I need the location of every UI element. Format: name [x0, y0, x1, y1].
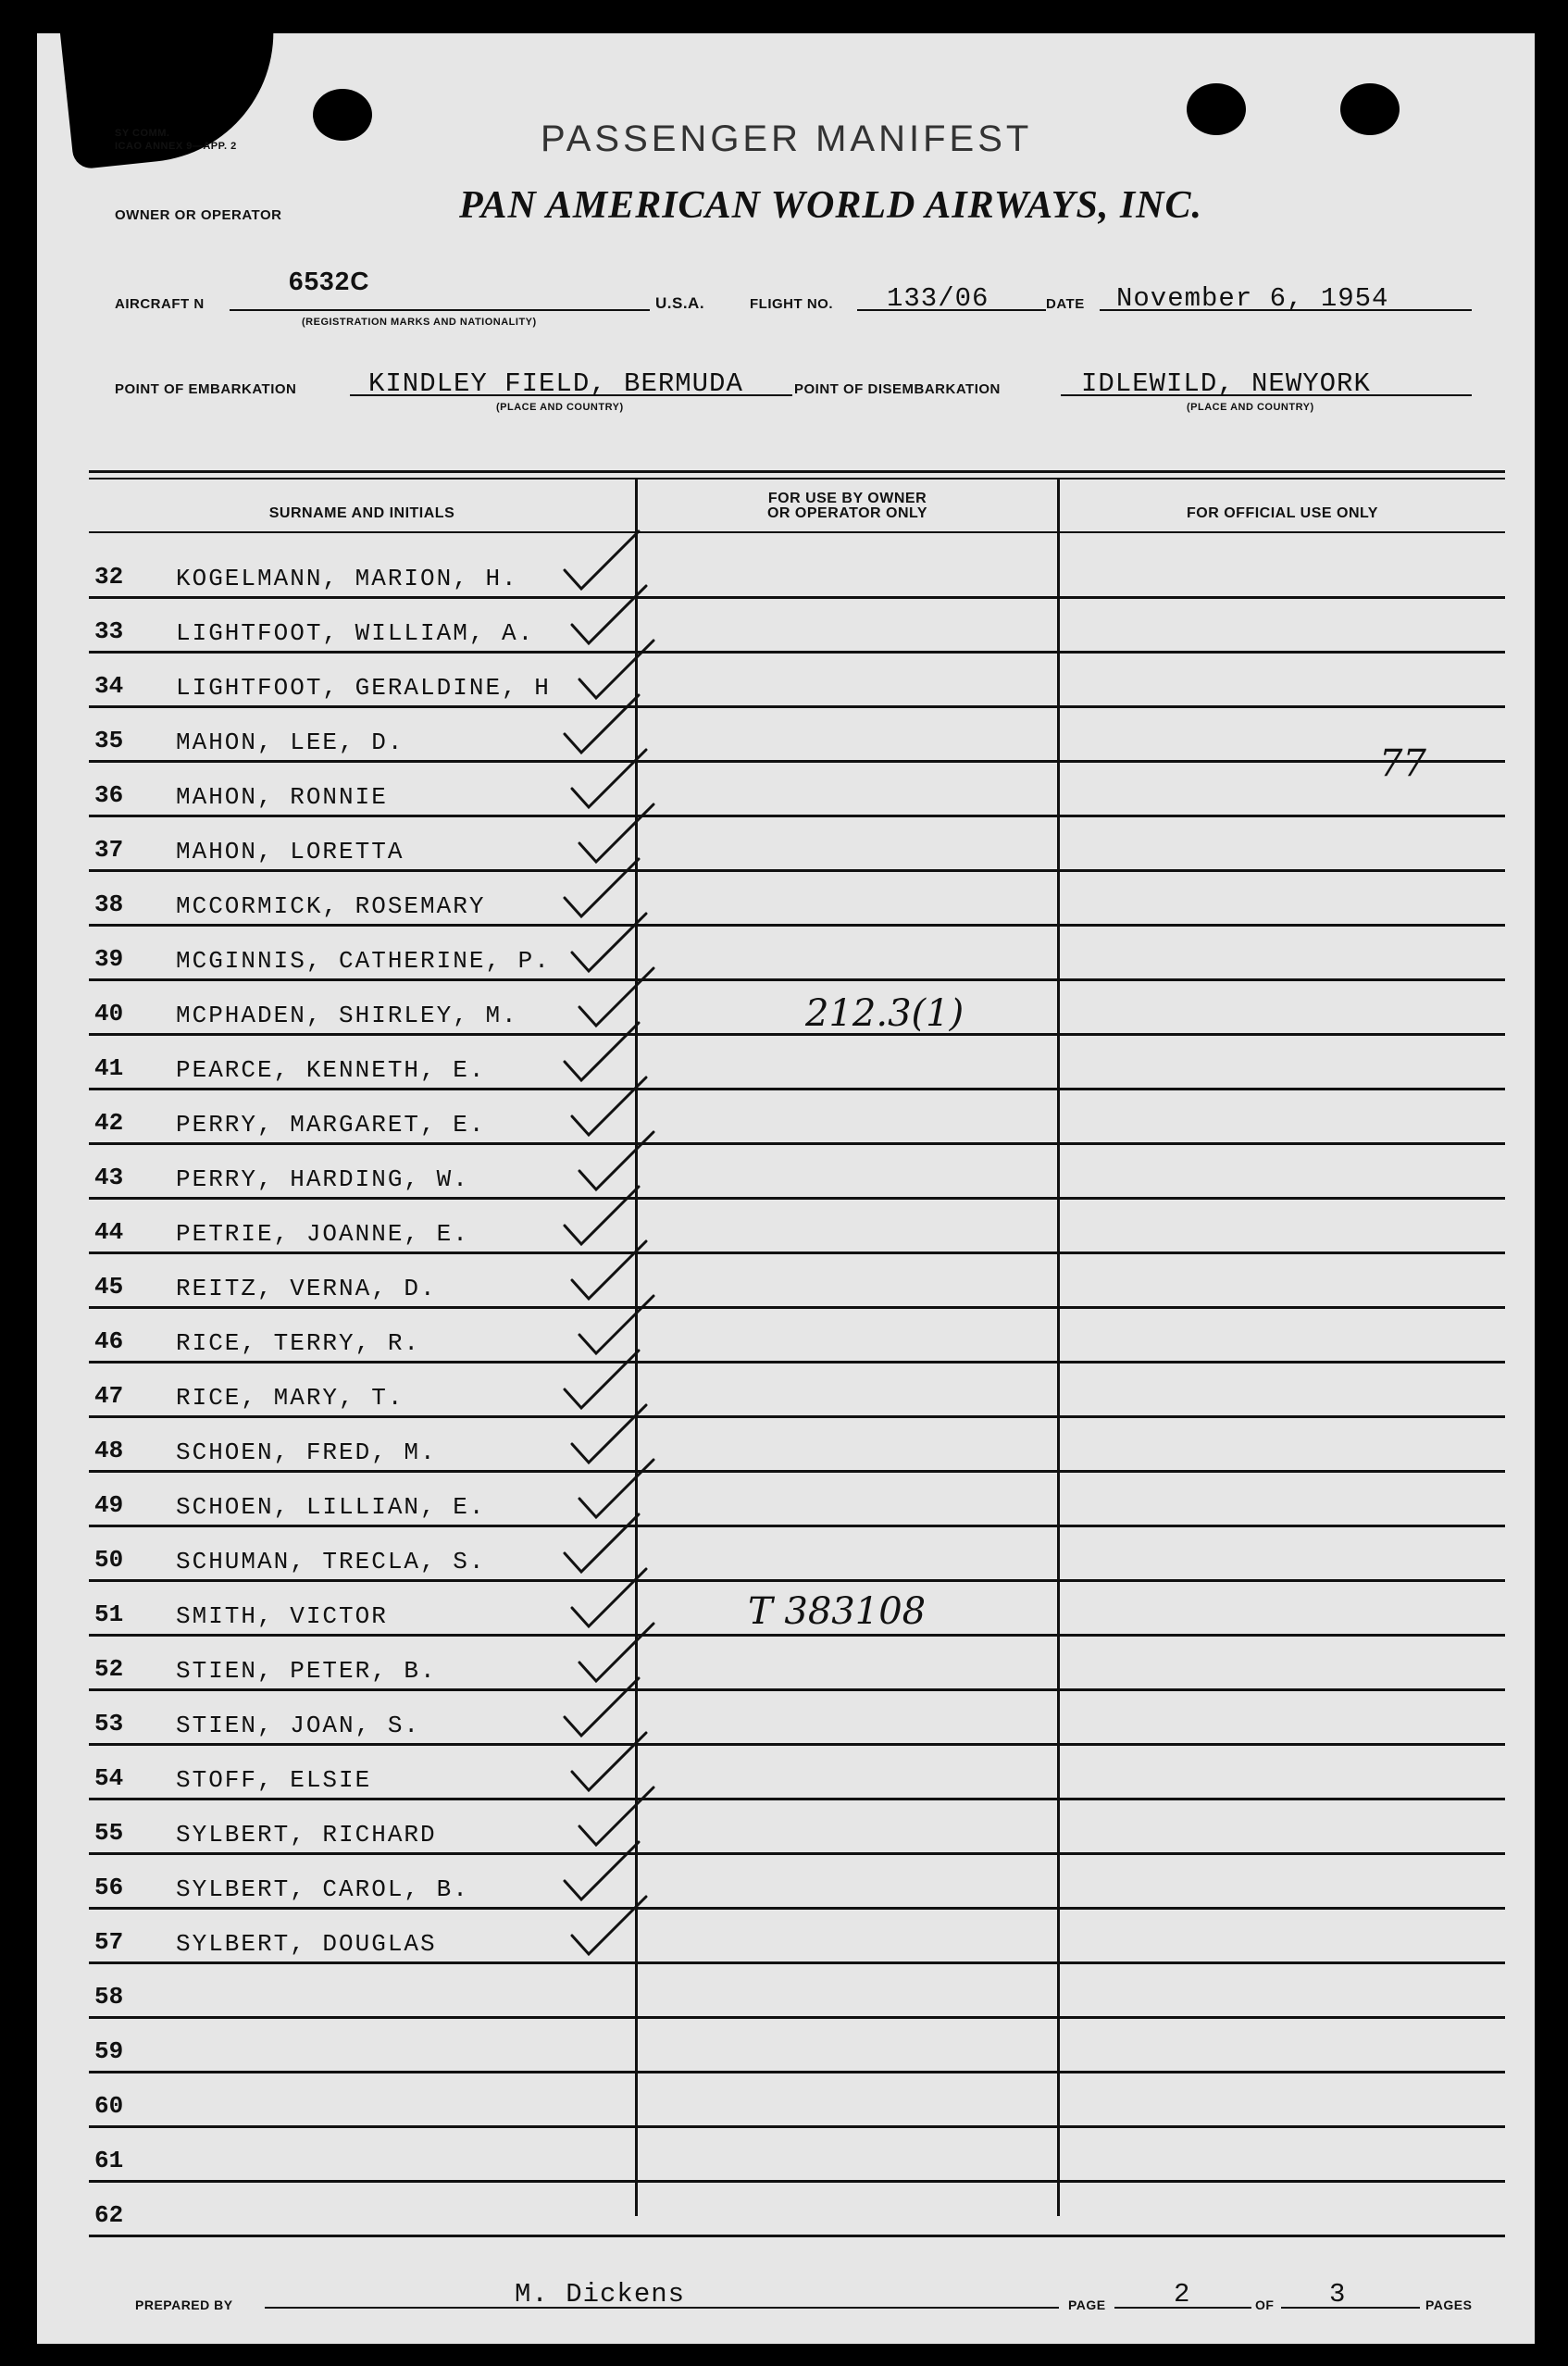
flight-value: 133/06 — [887, 283, 989, 314]
col-surname-header: SURNAME AND INITIALS — [268, 505, 455, 521]
disembark-value: IDLEWILD, NEWYORK — [1081, 368, 1371, 399]
check-mark — [572, 1241, 646, 1299]
check-mark — [572, 1569, 646, 1626]
passenger-name: STOFF, ELSIE — [176, 1766, 372, 1794]
row-number: 35 — [94, 727, 124, 754]
row-number: 39 — [94, 945, 124, 973]
usa-label: U.S.A. — [655, 294, 705, 312]
form-ref-line2: ICAO ANNEX 9—APP. 2 — [115, 141, 237, 152]
col-owner-header-line1: FOR USE BY OWNER — [767, 491, 927, 506]
passenger-name: SCHUMAN, TRECLA, S. — [176, 1548, 486, 1575]
check-mark — [572, 914, 646, 971]
row-number: 41 — [94, 1054, 124, 1082]
pages-label: PAGES — [1425, 2298, 1473, 2312]
row-number: 38 — [94, 890, 124, 918]
passenger-name: PERRY, HARDING, W. — [176, 1165, 469, 1193]
row-number: 49 — [94, 1491, 124, 1519]
passenger-name: REITZ, VERNA, D. — [176, 1275, 437, 1302]
check-mark — [565, 1187, 639, 1244]
passenger-name: SCHOEN, FRED, M. — [176, 1438, 437, 1466]
check-mark — [579, 1296, 653, 1353]
row-number: 52 — [94, 1655, 124, 1683]
passenger-name: SYLBERT, RICHARD — [176, 1821, 437, 1849]
passenger-name: SMITH, VICTOR — [176, 1602, 388, 1630]
row-number: 53 — [94, 1710, 124, 1737]
embark-value: KINDLEY FIELD, BERMUDA — [368, 368, 743, 399]
passenger-name: SCHOEN, LILLIAN, E. — [176, 1493, 486, 1521]
row-number: 34 — [94, 672, 124, 700]
row-number: 62 — [94, 2201, 124, 2229]
company-name: PAN AMERICAN WORLD AIRWAYS, INC. — [459, 184, 1203, 227]
check-mark — [565, 531, 639, 589]
passenger-name: RICE, MARY, T. — [176, 1384, 404, 1412]
annotation-t383108: T 383108 — [748, 1590, 927, 1633]
row-number: 45 — [94, 1273, 124, 1301]
of-value: 3 — [1329, 2279, 1347, 2310]
row-number: 54 — [94, 1764, 124, 1792]
aircraft-label: AIRCRAFT N — [115, 296, 205, 312]
embark-sublabel: (PLACE AND COUNTRY) — [496, 402, 624, 413]
row-number: 47 — [94, 1382, 124, 1410]
check-mark — [579, 1624, 653, 1681]
row-number: 57 — [94, 1928, 124, 1956]
date-value: November 6, 1954 — [1116, 283, 1389, 314]
row-number: 36 — [94, 781, 124, 809]
col-owner-header-line2: OR OPERATOR ONLY — [766, 505, 928, 521]
check-mark — [565, 1023, 639, 1080]
aircraft-sublabel: (REGISTRATION MARKS AND NATIONALITY) — [302, 317, 537, 328]
passenger-name: LIGHTFOOT, WILLIAM, A. — [176, 619, 535, 647]
row-number: 40 — [94, 1000, 124, 1027]
passenger-name: PETRIE, JOANNE, E. — [176, 1220, 469, 1248]
check-mark — [565, 1842, 639, 1899]
row-number: 58 — [94, 1983, 124, 2011]
check-mark — [565, 695, 639, 753]
of-underline — [1281, 2307, 1420, 2309]
check-mark — [572, 1733, 646, 1790]
row-number: 32 — [94, 563, 124, 591]
check-mark — [565, 1678, 639, 1736]
check-mark — [579, 1132, 653, 1189]
row-number: 42 — [94, 1109, 124, 1137]
prepared-label: PREPARED BY — [135, 2298, 233, 2312]
passenger-name: MAHON, RONNIE — [176, 783, 388, 811]
passenger-name: MCGINNIS, CATHERINE, P. — [176, 947, 551, 975]
passenger-name: MCPHADEN, SHIRLEY, M. — [176, 1002, 518, 1029]
check-mark — [579, 1460, 653, 1517]
row-number: 46 — [94, 1327, 124, 1355]
check-mark — [579, 1787, 653, 1845]
disembark-sublabel: (PLACE AND COUNTRY) — [1187, 402, 1314, 413]
page-label: PAGE — [1068, 2298, 1106, 2312]
page-title: PASSENGER MANIFEST — [541, 118, 1033, 159]
page-value: 2 — [1174, 2279, 1191, 2310]
of-label: OF — [1255, 2298, 1275, 2312]
passenger-name: STIEN, PETER, B. — [176, 1657, 437, 1685]
row-number: 48 — [94, 1437, 124, 1464]
check-mark — [579, 804, 653, 862]
row-number: 56 — [94, 1874, 124, 1901]
check-mark — [579, 641, 653, 698]
row-number: 50 — [94, 1546, 124, 1574]
passenger-name: MAHON, LEE, D. — [176, 728, 404, 756]
row-number: 61 — [94, 2147, 124, 2174]
passenger-name: KOGELMANN, MARION, H. — [176, 565, 518, 592]
check-mark — [572, 1897, 646, 1954]
passenger-name: MAHON, LORETTA — [176, 838, 404, 865]
passenger-name: PERRY, MARGARET, E. — [176, 1111, 486, 1139]
passenger-name: PEARCE, KENNETH, E. — [176, 1056, 486, 1084]
passenger-name: MCCORMICK, ROSEMARY — [176, 892, 486, 920]
row-number: 55 — [94, 1819, 124, 1847]
date-label: DATE — [1046, 296, 1085, 312]
check-mark — [572, 1077, 646, 1135]
embark-label: POINT OF EMBARKATION — [115, 381, 297, 397]
owner-label: OWNER OR OPERATOR — [115, 207, 282, 223]
disembark-label: POINT OF DISEMBARKATION — [794, 381, 1001, 397]
check-mark — [572, 1405, 646, 1463]
row-number: 59 — [94, 2037, 124, 2065]
passenger-name: LIGHTFOOT, GERALDINE, H — [176, 674, 551, 702]
check-mark — [572, 586, 646, 643]
row-number: 43 — [94, 1164, 124, 1191]
check-mark — [565, 1351, 639, 1408]
check-mark — [565, 859, 639, 916]
check-mark — [579, 968, 653, 1026]
passenger-name: SYLBERT, DOUGLAS — [176, 1930, 437, 1958]
check-mark — [565, 1514, 639, 1572]
row-number: 51 — [94, 1600, 124, 1628]
col-official-header: FOR OFFICIAL USE ONLY — [1187, 505, 1378, 521]
passenger-name: SYLBERT, CAROL, B. — [176, 1875, 469, 1903]
passenger-name: RICE, TERRY, R. — [176, 1329, 421, 1357]
form-ref-line1: SY COMM. — [115, 128, 170, 139]
annotation-77: 77 — [1379, 742, 1426, 785]
row-number: 37 — [94, 836, 124, 864]
flight-label: FLIGHT NO. — [750, 296, 833, 312]
row-number: 60 — [94, 2092, 124, 2120]
row-number: 33 — [94, 617, 124, 645]
aircraft-value: 6532C — [289, 267, 370, 295]
passenger-name: STIEN, JOAN, S. — [176, 1712, 421, 1739]
annotation-212: 212.3(1) — [805, 992, 964, 1035]
check-mark — [572, 750, 646, 807]
prepared-value: M. Dickens — [515, 2279, 686, 2310]
row-number: 44 — [94, 1218, 124, 1246]
